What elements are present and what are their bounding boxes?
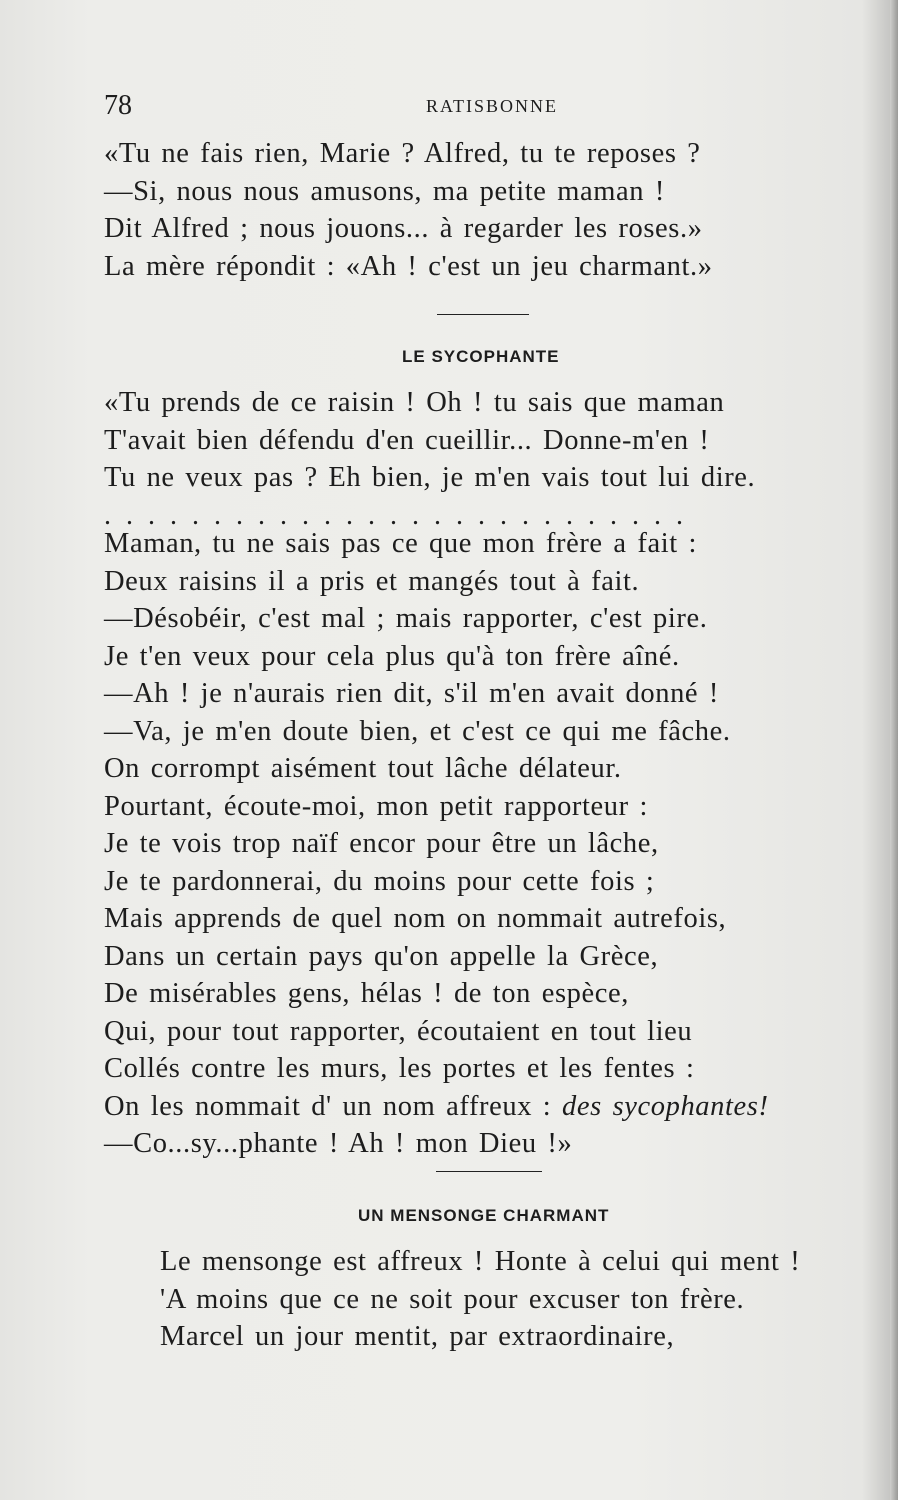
section-divider bbox=[436, 1171, 542, 1172]
italic-word-sycophantes: des sycophantes! bbox=[562, 1090, 769, 1122]
section-divider bbox=[437, 314, 529, 315]
verse-line: Dans un certain pays qu'on appelle la Grèce, bbox=[104, 940, 659, 972]
poem-sycophante-part-1 bbox=[104, 384, 755, 534]
verse-line: Mais apprends de quel nom on nommait autrefois, bbox=[104, 903, 727, 934]
section-title-mensonge: UN MENSONGE CHARMANT bbox=[358, 1206, 610, 1225]
verse-line-text: On les nommait d' un nom affreux : bbox=[104, 1090, 563, 1122]
verse-line: Je t'en veux pour cela plus qu'à ton frère aîné. bbox=[104, 640, 680, 672]
verse-line: —Co...sy...phante ! Ah ! mon Dieu !» bbox=[104, 1128, 573, 1159]
verse-line: Le mensonge est affreux ! Honte à celui qui ment ! bbox=[160, 1246, 801, 1277]
verse-line: T'avait bien défendu d'en cueillir... Donne-m'en ! bbox=[104, 424, 710, 456]
verse-line: Maman, tu ne sais pas ce que mon frère a fait : bbox=[104, 528, 698, 559]
verse-line: Marcel un jour mentit, par extraordinaire, bbox=[160, 1321, 675, 1352]
verse-line: —Ah ! je n'aurais rien dit, s'il m'en avait donné ! bbox=[104, 678, 719, 709]
verse-line: Pourtant, écoute-moi, mon petit rapporteur : bbox=[104, 790, 648, 822]
verse-line: On corrompt aisément tout lâche délateur. bbox=[104, 753, 622, 784]
verse-line: Collés contre les murs, les portes et les fentes : bbox=[104, 1053, 695, 1084]
verse-line-italic-ending bbox=[104, 1088, 769, 1126]
stanza-1 bbox=[104, 135, 713, 285]
verse-line: 'A moins que ce ne soit pour excuser ton frère. bbox=[160, 1283, 745, 1315]
page-number: 78 bbox=[104, 90, 132, 121]
page-header bbox=[104, 90, 558, 126]
verse-line: Tu ne veux pas ? Eh bien, je m'en vais tout lui dire. bbox=[104, 462, 756, 493]
verse-line: —Si, nous nous amusons, ma petite maman ! bbox=[104, 175, 665, 207]
verse-line: La mère répondit : «Ah ! c'est un jeu charmant.» bbox=[104, 250, 713, 282]
poem-mensonge bbox=[160, 1243, 800, 1356]
page-edge-shadow bbox=[890, 0, 898, 1500]
verse-line: —Va, je m'en doute bien, et c'est ce qui me fâche. bbox=[104, 715, 731, 747]
verse-line: Dit Alfred ; nous jouons... à regarder les roses.» bbox=[104, 213, 703, 244]
verse-line: Qui, pour tout rapporter, écoutaient en tout lieu bbox=[104, 1015, 693, 1047]
poem-sycophante-part-2 bbox=[104, 525, 769, 1163]
verse-line: «Tu ne fais rien, Marie ? Alfred, tu te reposes ? bbox=[104, 138, 701, 169]
section-title-sycophante: LE SYCOPHANTE bbox=[402, 347, 560, 366]
running-head: RATISBONNE bbox=[425, 96, 558, 116]
verse-line: «Tu prends de ce raisin ! Oh ! tu sais que maman bbox=[104, 387, 725, 418]
ellipsis-row: ........................... bbox=[104, 499, 698, 531]
verse-line: Deux raisins il a pris et mangés tout à fait. bbox=[104, 565, 640, 597]
verse-line: Je te vois trop naïf encor pour être un lâche, bbox=[104, 828, 659, 859]
verse-line: Je te pardonnerai, du moins pour cette fois ; bbox=[104, 865, 655, 897]
verse-line: —Désobéir, c'est mal ; mais rapporter, c'est pire. bbox=[104, 603, 708, 634]
verse-line: De misérables gens, hélas ! de ton espèce, bbox=[104, 978, 629, 1009]
